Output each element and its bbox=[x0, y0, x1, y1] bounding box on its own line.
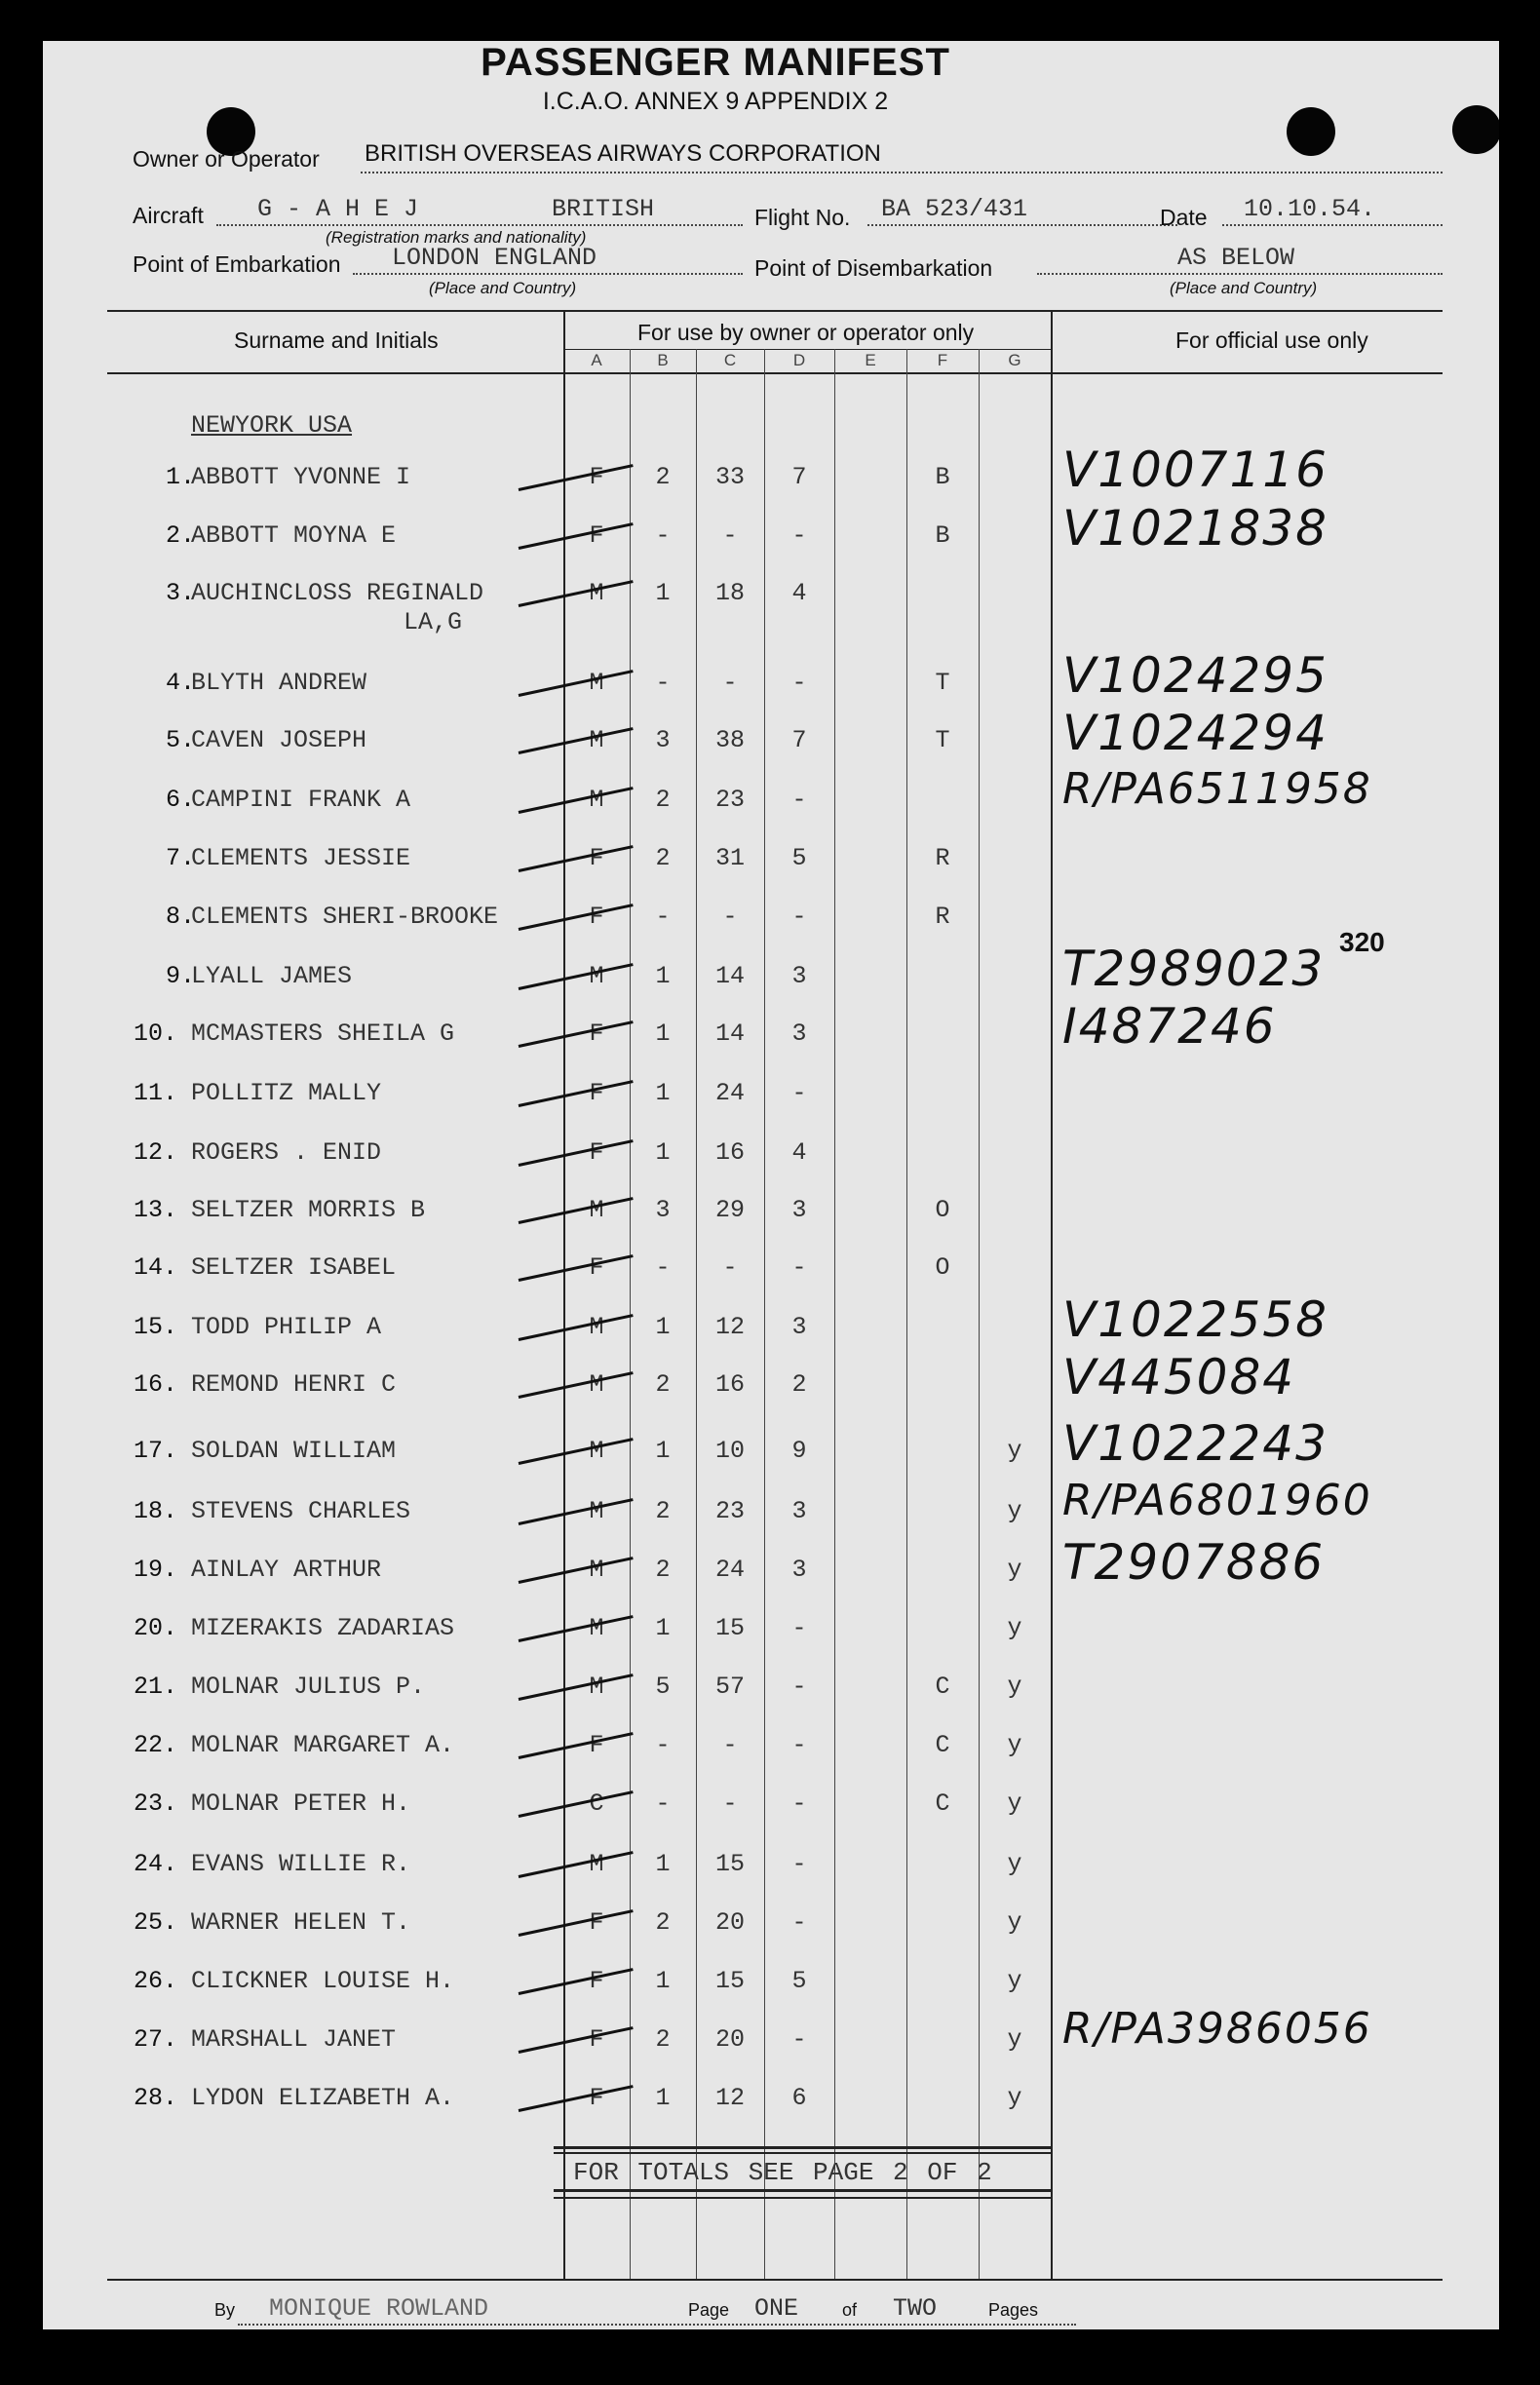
sub-column-e: E bbox=[865, 351, 876, 369]
cell-d: 3 bbox=[791, 1497, 807, 1525]
sub-column-c: C bbox=[723, 351, 737, 369]
cell-a: F bbox=[589, 903, 604, 931]
footer-page-label: Page bbox=[688, 2300, 730, 2320]
column-header-official-use: For official use only bbox=[1175, 327, 1368, 353]
passenger-name: CAMPINI FRANK A bbox=[191, 786, 411, 814]
cell-f: R bbox=[935, 903, 950, 931]
row-number: 17. bbox=[133, 1437, 177, 1465]
cell-d: 5 bbox=[791, 1967, 807, 1995]
cell-f: C bbox=[935, 1789, 950, 1818]
passenger-name: LYALL JAMES bbox=[191, 962, 353, 990]
cell-a: F bbox=[589, 521, 604, 550]
cell-a: M bbox=[589, 962, 604, 990]
cell-a: F bbox=[589, 1908, 604, 1937]
cell-c: 10 bbox=[714, 1437, 745, 1465]
row-number: 9. bbox=[165, 962, 195, 990]
cell-g: y bbox=[1007, 1850, 1022, 1878]
column-header-owner-use: For use by owner or operator only bbox=[637, 320, 975, 345]
passenger-name: ROGERS . ENID bbox=[191, 1138, 382, 1167]
cell-g: y bbox=[1007, 1908, 1022, 1937]
cell-c: 33 bbox=[714, 463, 745, 491]
flight-number: BA 523/431 bbox=[881, 195, 1028, 223]
cell-b: 2 bbox=[655, 1497, 671, 1525]
cell-d: - bbox=[791, 1789, 807, 1818]
cell-a: M bbox=[589, 1614, 604, 1642]
row-number: 27. bbox=[133, 2025, 177, 2054]
totals-note: FOR TOTALS SEE PAGE 2 OF 2 bbox=[573, 2158, 992, 2187]
manifest-sheet bbox=[43, 41, 1499, 2329]
cell-f: B bbox=[935, 463, 950, 491]
cell-b: - bbox=[655, 1789, 671, 1818]
cell-b: 5 bbox=[655, 1673, 671, 1701]
cell-c: 24 bbox=[714, 1556, 745, 1584]
passenger-name: LYDON ELIZABETH A. bbox=[191, 2084, 455, 2112]
cell-c: 20 bbox=[714, 2025, 745, 2054]
row-number: 28. bbox=[133, 2084, 177, 2112]
cell-a: M bbox=[589, 786, 604, 814]
sub-column-g: G bbox=[1008, 351, 1021, 369]
cell-c: 23 bbox=[714, 786, 745, 814]
official-passport-number: T2989023 bbox=[1062, 941, 1326, 997]
passenger-name: ABBOTT YVONNE I bbox=[191, 463, 411, 491]
row-number: 18. bbox=[133, 1497, 177, 1525]
cell-d: 4 bbox=[791, 1138, 807, 1167]
passenger-name: AINLAY ARTHUR bbox=[191, 1556, 382, 1584]
row-number: 1. bbox=[165, 463, 195, 491]
cell-a: C bbox=[589, 1789, 604, 1818]
cell-c: 38 bbox=[714, 726, 745, 754]
cell-a: F bbox=[589, 1019, 604, 1048]
cell-c: 18 bbox=[714, 579, 745, 607]
cell-a: M bbox=[589, 726, 604, 754]
official-passport-number: V1022243 bbox=[1062, 1415, 1328, 1472]
cell-a: M bbox=[589, 1196, 604, 1224]
cell-a: F bbox=[589, 844, 604, 872]
footer-of-label: of bbox=[842, 2300, 858, 2320]
cell-d: 6 bbox=[791, 2084, 807, 2112]
official-passport-number: I487246 bbox=[1062, 998, 1277, 1055]
cell-b: 1 bbox=[655, 2084, 671, 2112]
cell-a: F bbox=[589, 463, 604, 491]
cell-c: - bbox=[722, 903, 738, 931]
passenger-name: MOLNAR JULIUS P. bbox=[191, 1673, 426, 1701]
cell-d: 7 bbox=[791, 726, 807, 754]
date-label: Date bbox=[1160, 205, 1208, 230]
cell-c: 16 bbox=[714, 1370, 745, 1399]
cell-b: 2 bbox=[655, 463, 671, 491]
owner-label: Owner or Operator bbox=[133, 146, 320, 172]
cell-c: - bbox=[722, 521, 738, 550]
cell-a: M bbox=[589, 579, 604, 607]
cell-b: 3 bbox=[655, 1196, 671, 1224]
cell-g: y bbox=[1007, 1789, 1022, 1818]
cell-c: - bbox=[722, 1789, 738, 1818]
cell-d: 3 bbox=[791, 962, 807, 990]
cell-b: 1 bbox=[655, 579, 671, 607]
cell-c: 14 bbox=[714, 962, 745, 990]
row-number: 25. bbox=[133, 1908, 177, 1937]
cell-a: M bbox=[589, 1556, 604, 1584]
cell-g: y bbox=[1007, 2084, 1022, 2112]
cell-b: 1 bbox=[655, 1138, 671, 1167]
cell-g: y bbox=[1007, 1673, 1022, 1701]
cell-d: - bbox=[791, 521, 807, 550]
official-passport-number: V445084 bbox=[1062, 1349, 1296, 1405]
cell-a: M bbox=[589, 1850, 604, 1878]
cell-a: F bbox=[589, 2025, 604, 2054]
cell-c: 15 bbox=[714, 1967, 745, 1995]
cell-a: F bbox=[589, 1079, 604, 1107]
cell-c: 14 bbox=[714, 1019, 745, 1048]
document-title: PASSENGER MANIFEST bbox=[481, 41, 950, 84]
official-passport-number: V1024294 bbox=[1062, 705, 1328, 761]
official-passport-number: V1007116 bbox=[1062, 442, 1328, 498]
cell-c: 16 bbox=[714, 1138, 745, 1167]
cell-c: - bbox=[722, 1731, 738, 1759]
row-number: 10. bbox=[133, 1019, 177, 1048]
row-number: 16. bbox=[133, 1370, 177, 1399]
row-number: 5. bbox=[165, 726, 195, 754]
cell-f: O bbox=[935, 1196, 950, 1224]
cell-c: 24 bbox=[714, 1079, 745, 1107]
cell-d: - bbox=[791, 1614, 807, 1642]
passenger-name: WARNER HELEN T. bbox=[191, 1908, 411, 1937]
passenger-name: MOLNAR MARGARET A. bbox=[191, 1731, 455, 1759]
date-value: 10.10.54. bbox=[1244, 195, 1376, 223]
cell-g: y bbox=[1007, 1967, 1022, 1995]
row-number: 22. bbox=[133, 1731, 177, 1759]
cell-b: 3 bbox=[655, 726, 671, 754]
row-number: 2. bbox=[165, 521, 195, 550]
cell-b: 2 bbox=[655, 1908, 671, 1937]
footer-pages-label: Pages bbox=[988, 2300, 1039, 2320]
cell-a: F bbox=[589, 1731, 604, 1759]
cell-a: F bbox=[589, 2084, 604, 2112]
official-passport-number: R/PA3986056 bbox=[1062, 2004, 1372, 2054]
cell-c: 15 bbox=[714, 1850, 745, 1878]
row-number: 7. bbox=[165, 844, 195, 872]
cell-b: 2 bbox=[655, 1556, 671, 1584]
cell-a: M bbox=[589, 669, 604, 697]
row-number: 24. bbox=[133, 1850, 177, 1878]
row-number: 6. bbox=[165, 786, 195, 814]
passenger-name: BLYTH ANDREW bbox=[191, 669, 367, 697]
row-number: 8. bbox=[165, 903, 195, 931]
cell-d: - bbox=[791, 1850, 807, 1878]
cell-a: M bbox=[589, 1673, 604, 1701]
cell-d: - bbox=[791, 669, 807, 697]
cell-c: 12 bbox=[714, 1313, 745, 1341]
passenger-name: POLLITZ MALLY bbox=[191, 1079, 382, 1107]
aircraft-nationality: BRITISH bbox=[552, 195, 655, 223]
cell-b: 2 bbox=[655, 786, 671, 814]
official-passport-number: T2907886 bbox=[1062, 1534, 1326, 1591]
row-number: 15. bbox=[133, 1313, 177, 1341]
disembarkation-value: AS BELOW bbox=[1177, 244, 1295, 272]
embarkation-label: Point of Embarkation bbox=[133, 251, 341, 277]
passenger-name: MOLNAR PETER H. bbox=[191, 1789, 411, 1818]
cell-f: C bbox=[935, 1731, 950, 1759]
cell-d: - bbox=[791, 1731, 807, 1759]
cell-c: 57 bbox=[714, 1673, 745, 1701]
sub-column-d: D bbox=[792, 351, 806, 369]
cell-a: F bbox=[589, 1138, 604, 1167]
cell-f: R bbox=[935, 844, 950, 872]
cell-f: T bbox=[935, 726, 950, 754]
cell-b: 1 bbox=[655, 1313, 671, 1341]
footer-prepared-by: MONIQUE ROWLAND bbox=[269, 2294, 489, 2323]
disembarkation-note: (Place and Country) bbox=[1170, 279, 1318, 297]
cell-g: y bbox=[1007, 1731, 1022, 1759]
cell-c: 31 bbox=[714, 844, 745, 872]
passenger-name: AUCHINCLOSS REGINALD bbox=[191, 579, 484, 607]
cell-f: T bbox=[935, 669, 950, 697]
cell-b: 1 bbox=[655, 1437, 671, 1465]
passenger-name: CAVEN JOSEPH bbox=[191, 726, 367, 754]
cell-a: M bbox=[589, 1497, 604, 1525]
cell-a: M bbox=[589, 1437, 604, 1465]
cell-d: 7 bbox=[791, 463, 807, 491]
aircraft-label: Aircraft bbox=[133, 203, 204, 228]
embarkation-note: (Place and Country) bbox=[429, 279, 577, 297]
passenger-name: SELTZER MORRIS B bbox=[191, 1196, 426, 1224]
row-number: 4. bbox=[165, 669, 195, 697]
official-annotation: 320 bbox=[1339, 927, 1385, 957]
passenger-name: MIZERAKIS ZADARIAS bbox=[191, 1614, 455, 1642]
official-passport-number: V1022558 bbox=[1062, 1291, 1328, 1348]
official-passport-number: R/PA6801960 bbox=[1062, 1476, 1372, 1525]
cell-b: - bbox=[655, 1253, 671, 1282]
cell-b: 1 bbox=[655, 962, 671, 990]
passenger-name: EVANS WILLIE R. bbox=[191, 1850, 411, 1878]
passenger-name: MCMASTERS SHEILA G bbox=[191, 1019, 455, 1048]
cell-d: 3 bbox=[791, 1556, 807, 1584]
passenger-name: REMOND HENRI C bbox=[191, 1370, 397, 1399]
sub-column-b: B bbox=[657, 351, 669, 369]
row-number: 12. bbox=[133, 1138, 177, 1167]
footer-page-value: ONE bbox=[754, 2294, 799, 2323]
cell-a: M bbox=[589, 1370, 604, 1399]
official-passport-number: V1024295 bbox=[1062, 647, 1328, 704]
aircraft-registration: G - A H E J bbox=[257, 195, 419, 223]
cell-c: 29 bbox=[714, 1196, 745, 1224]
cell-b: 1 bbox=[655, 1614, 671, 1642]
cell-g: y bbox=[1007, 1437, 1022, 1465]
cell-a: F bbox=[589, 1967, 604, 1995]
row-number: 3. bbox=[165, 579, 195, 607]
row-number: 23. bbox=[133, 1789, 177, 1818]
cell-d: - bbox=[791, 786, 807, 814]
cell-c: 12 bbox=[714, 2084, 745, 2112]
row-number: 26. bbox=[133, 1967, 177, 1995]
cell-d: 3 bbox=[791, 1313, 807, 1341]
cell-d: - bbox=[791, 1079, 807, 1107]
cell-g: y bbox=[1007, 1497, 1022, 1525]
cell-b: - bbox=[655, 669, 671, 697]
cell-d: 3 bbox=[791, 1196, 807, 1224]
cell-b: - bbox=[655, 903, 671, 931]
cell-g: y bbox=[1007, 1556, 1022, 1584]
cell-b: 2 bbox=[655, 844, 671, 872]
passenger-name: MARSHALL JANET bbox=[191, 2025, 397, 2054]
row-number: 19. bbox=[133, 1556, 177, 1584]
cell-d: - bbox=[791, 1673, 807, 1701]
passenger-name: CLICKNER LOUISE H. bbox=[191, 1967, 455, 1995]
row-number: 21. bbox=[133, 1673, 177, 1701]
cell-b: 1 bbox=[655, 1019, 671, 1048]
punch-hole-far-right bbox=[1452, 105, 1499, 154]
embarkation-value: LONDON ENGLAND bbox=[392, 244, 597, 272]
cell-c: - bbox=[722, 1253, 738, 1282]
cell-b: 2 bbox=[655, 1370, 671, 1399]
cell-b: 1 bbox=[655, 1850, 671, 1878]
passenger-name: STEVENS CHARLES bbox=[191, 1497, 411, 1525]
cell-f: O bbox=[935, 1253, 950, 1282]
cell-d: - bbox=[791, 2025, 807, 2054]
disembarkation-label: Point of Disembarkation bbox=[754, 255, 993, 281]
destination-heading: NEWYORK USA bbox=[191, 411, 353, 440]
cell-d: 4 bbox=[791, 579, 807, 607]
cell-b: 2 bbox=[655, 2025, 671, 2054]
cell-c: 20 bbox=[714, 1908, 745, 1937]
row-number: 20. bbox=[133, 1614, 177, 1642]
sub-column-f: F bbox=[937, 351, 948, 369]
cell-c: - bbox=[722, 669, 738, 697]
cell-g: y bbox=[1007, 1614, 1022, 1642]
cell-d: 3 bbox=[791, 1019, 807, 1048]
cell-b: 1 bbox=[655, 1079, 671, 1107]
cell-f: B bbox=[935, 521, 950, 550]
official-passport-number: V1021838 bbox=[1062, 500, 1328, 557]
passenger-name: TODD PHILIP A bbox=[191, 1313, 382, 1341]
column-header-name: Surname and Initials bbox=[234, 327, 439, 353]
cell-d: - bbox=[791, 1253, 807, 1282]
passenger-name: CLEMENTS SHERI-BROOKE bbox=[191, 903, 499, 931]
footer-of-value: TWO bbox=[893, 2294, 938, 2323]
cell-g: y bbox=[1007, 2025, 1022, 2054]
document-subtitle: I.C.A.O. ANNEX 9 APPENDIX 2 bbox=[542, 88, 889, 115]
sub-column-a: A bbox=[591, 351, 602, 369]
cell-f: C bbox=[935, 1673, 950, 1701]
registration-note: (Registration marks and nationality) bbox=[326, 228, 587, 247]
cell-d: - bbox=[791, 903, 807, 931]
cell-a: F bbox=[589, 1253, 604, 1282]
cell-d: 2 bbox=[791, 1370, 807, 1399]
row-number: 14. bbox=[133, 1253, 177, 1282]
passenger-name: SOLDAN WILLIAM bbox=[191, 1437, 397, 1465]
cell-d: 5 bbox=[791, 844, 807, 872]
passenger-name: ABBOTT MOYNA E bbox=[191, 521, 397, 550]
passenger-name: CLEMENTS JESSIE bbox=[191, 844, 411, 872]
row-number: 13. bbox=[133, 1196, 177, 1224]
cell-b: - bbox=[655, 521, 671, 550]
cell-c: 15 bbox=[714, 1614, 745, 1642]
cell-b: - bbox=[655, 1731, 671, 1759]
owner-value: BRITISH OVERSEAS AIRWAYS CORPORATION bbox=[365, 140, 881, 167]
official-passport-number: R/PA6511958 bbox=[1062, 764, 1372, 814]
row-number: 11. bbox=[133, 1079, 177, 1107]
cell-a: M bbox=[589, 1313, 604, 1341]
passenger-name: SELTZER ISABEL bbox=[191, 1253, 397, 1282]
flight-label: Flight No. bbox=[754, 205, 851, 230]
cell-b: 1 bbox=[655, 1967, 671, 1995]
footer-by-label: By bbox=[214, 2300, 236, 2320]
passenger-name-cont: LA,G bbox=[404, 608, 463, 636]
cell-d: - bbox=[791, 1908, 807, 1937]
cell-d: 9 bbox=[791, 1437, 807, 1465]
cell-c: 23 bbox=[714, 1497, 745, 1525]
